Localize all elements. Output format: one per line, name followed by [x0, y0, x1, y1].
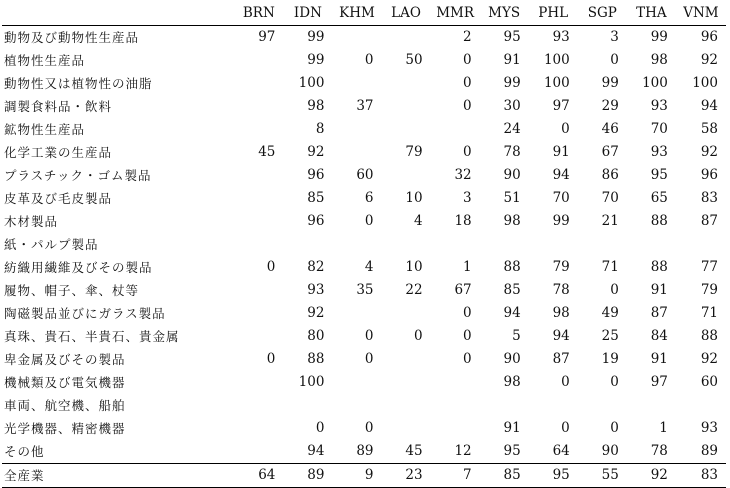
table-cell: 50 [405, 52, 423, 68]
table-cell [382, 72, 431, 95]
table-cell: 91 [650, 351, 668, 367]
table-cell: 83 [700, 190, 718, 206]
table-cell: 0 [463, 351, 472, 367]
table-cell: 24 [503, 121, 521, 137]
row-label: プラスチック・ゴム製品 [4, 168, 152, 183]
table-cell [332, 72, 381, 95]
table-cell [332, 141, 381, 164]
table-cell: 64 [234, 464, 283, 488]
table-cell: 88 [650, 213, 668, 229]
table-cell [234, 95, 283, 118]
table-cell [382, 26, 431, 50]
table-cell: 0 [413, 328, 423, 344]
row-label: 鉱物性生産品 [4, 122, 86, 137]
table-cell: 2 [463, 29, 472, 45]
table-cell [234, 164, 283, 187]
table-cell: 92 [700, 52, 718, 68]
table-cell: 93 [650, 144, 668, 160]
table-cell: 87 [552, 351, 570, 367]
table-cell [234, 187, 283, 210]
table-cell: 9 [332, 464, 381, 488]
table-cell: 70 [650, 121, 668, 137]
table-cell [234, 72, 283, 95]
table-cell: 0 [266, 351, 276, 367]
table-cell: 0 [561, 374, 570, 390]
column-header: MYS [480, 2, 529, 26]
table-cell: 70 [552, 190, 570, 206]
table-cell: 92 [307, 144, 325, 160]
table-cell: 12 [454, 443, 472, 459]
table-cell: 98 [552, 305, 570, 321]
table-cell: 19 [601, 351, 619, 367]
table-cell: 98 [307, 98, 325, 114]
table-cell: 91 [503, 52, 521, 68]
table-cell: 86 [601, 167, 619, 183]
table-cell: 45 [258, 144, 276, 160]
table-cell: 100 [543, 75, 570, 91]
table-cell [382, 118, 431, 141]
table-cell: 93 [650, 98, 668, 114]
column-header: SGP [578, 2, 627, 26]
table-cell: 99 [307, 29, 325, 45]
table-row [2, 348, 726, 371]
table-cell [529, 394, 578, 417]
table-cell [283, 394, 332, 417]
table-cell: 99 [307, 52, 325, 68]
column-header: MMR [431, 2, 480, 26]
table-cell: 78 [552, 282, 570, 298]
table-cell: 37 [356, 98, 374, 114]
table-cell [431, 394, 480, 417]
table-row [2, 279, 726, 302]
row-label: 車両、航空機、船舶 [4, 398, 126, 413]
table-cell [332, 26, 381, 50]
table-cell: 51 [503, 190, 521, 206]
table-cell: 78 [503, 144, 521, 160]
table-cell: 0 [610, 282, 619, 298]
table-cell: 100 [642, 75, 668, 91]
data-table [2, 2, 726, 488]
table-cell [234, 210, 283, 233]
row-label: 光学機器、精密機器 [4, 421, 126, 436]
table-cell: 58 [700, 121, 718, 137]
table-cell: 70 [601, 190, 619, 206]
table-row [2, 371, 726, 394]
table-cell: 71 [700, 305, 718, 321]
column-header: VNM [676, 2, 726, 26]
table-cell: 88 [700, 328, 718, 344]
table-cell [234, 233, 283, 256]
table-row [2, 440, 726, 464]
column-header: LAO [382, 2, 431, 26]
table-cell: 0 [561, 121, 570, 137]
table-cell: 18 [454, 213, 472, 229]
row-label: 動物性又は植物性の油脂 [4, 76, 153, 91]
table-cell [234, 440, 283, 464]
table-cell [627, 394, 676, 417]
row-label: 動物及び動物性生産品 [4, 30, 140, 45]
table-cell: 92 [700, 144, 718, 160]
table-cell: 0 [463, 328, 472, 344]
table-cell: 88 [503, 259, 521, 275]
table-row [2, 164, 726, 187]
table-cell: 95 [503, 29, 521, 45]
row-label: 全産業 [2, 464, 234, 488]
table-cell: 0 [561, 420, 570, 436]
table-cell: 0 [364, 213, 374, 229]
table-cell [234, 371, 283, 394]
table-cell: 85 [503, 282, 521, 298]
row-label: 調製食料品・飲料 [4, 99, 113, 114]
table-row [2, 26, 726, 50]
table-cell: 88 [307, 351, 325, 367]
table-cell: 0 [266, 259, 276, 275]
table-cell: 0 [610, 374, 619, 390]
table-row [2, 187, 726, 210]
table-cell: 90 [503, 351, 521, 367]
corner-cell [2, 2, 234, 26]
table-cell: 96 [307, 213, 325, 229]
table-cell: 46 [601, 121, 619, 137]
table-cell: 95 [650, 167, 668, 183]
table-cell [431, 371, 480, 394]
table-cell: 99 [650, 29, 668, 45]
table-cell: 100 [298, 374, 325, 390]
table-cell: 10 [405, 259, 423, 275]
table-cell: 32 [454, 167, 472, 183]
table-cell [332, 118, 381, 141]
table-cell [234, 394, 283, 417]
table-cell: 79 [552, 259, 570, 275]
table-cell: 99 [552, 213, 570, 229]
table-cell [578, 233, 627, 256]
table-cell: 1 [463, 259, 472, 275]
table-cell: 85 [480, 464, 529, 488]
table-row [2, 210, 726, 233]
table-cell: 97 [258, 29, 276, 45]
table-cell: 60 [700, 374, 718, 390]
table-cell: 0 [364, 52, 374, 68]
table-cell: 35 [356, 282, 374, 298]
table-cell: 22 [405, 282, 423, 298]
table-cell: 79 [700, 282, 718, 298]
header-row [2, 2, 726, 26]
table-cell: 67 [601, 144, 619, 160]
table-cell: 96 [700, 167, 718, 183]
table-cell: 98 [503, 374, 521, 390]
table-cell: 87 [650, 305, 668, 321]
table-cell: 65 [650, 190, 668, 206]
table-cell [382, 233, 431, 256]
table-cell: 0 [364, 351, 374, 367]
table-row [2, 233, 726, 256]
table-row [2, 72, 726, 95]
table-row [2, 394, 726, 417]
table-cell: 96 [700, 29, 718, 45]
table-cell [283, 233, 332, 256]
row-label: 紡織用繊維及びその製品 [4, 260, 153, 275]
table-cell: 67 [454, 282, 472, 298]
row-label: その他 [4, 444, 45, 459]
table-cell: 77 [700, 259, 718, 275]
table-cell: 0 [364, 420, 374, 436]
table-cell: 45 [405, 443, 423, 459]
table-cell: 94 [552, 167, 570, 183]
table-cell: 5 [512, 328, 521, 344]
table-cell [382, 371, 431, 394]
table-row [2, 302, 726, 325]
table-cell: 84 [650, 328, 668, 344]
table-cell: 87 [700, 213, 718, 229]
table-cell: 94 [552, 328, 570, 344]
table-cell: 79 [405, 144, 423, 160]
table-cell: 92 [307, 305, 325, 321]
table-row [2, 141, 726, 164]
row-label: 化学工業の生産品 [4, 145, 113, 160]
table-cell: 8 [315, 121, 325, 137]
table-cell: 89 [283, 464, 332, 488]
table-cell: 55 [578, 464, 627, 488]
table-cell: 64 [552, 443, 570, 459]
table-cell: 21 [601, 213, 619, 229]
table-cell [234, 49, 283, 72]
table-cell: 85 [307, 190, 325, 206]
row-label: 皮革及び毛皮製品 [4, 191, 113, 206]
table-cell [382, 394, 431, 417]
table-cell: 94 [700, 98, 718, 114]
table-cell: 49 [601, 305, 619, 321]
table-cell: 97 [552, 98, 570, 114]
table-cell [382, 95, 431, 118]
row-label: 陶磁製品並びにガラス製品 [4, 306, 166, 321]
table-cell [332, 371, 381, 394]
table-cell [234, 302, 283, 325]
table-cell: 29 [601, 98, 619, 114]
table-cell [332, 302, 381, 325]
table-cell: 100 [692, 75, 718, 91]
table-cell [382, 348, 431, 371]
row-label: 卑金属及びその製品 [4, 352, 126, 367]
table-cell [676, 233, 726, 256]
table-row [2, 95, 726, 118]
table-cell: 3 [610, 29, 619, 45]
total-row [2, 464, 726, 488]
table-cell: 25 [601, 328, 619, 344]
table-cell [578, 394, 627, 417]
column-header: PHL [529, 2, 578, 26]
table-cell: 92 [700, 351, 718, 367]
table-cell [234, 279, 283, 302]
table-cell: 83 [676, 464, 726, 488]
table-cell: 92 [627, 464, 676, 488]
table-cell: 90 [601, 443, 619, 459]
table-cell: 89 [700, 443, 718, 459]
table-cell: 0 [315, 420, 325, 436]
table-cell: 82 [307, 259, 325, 275]
table-row [2, 118, 726, 141]
table-cell: 4 [413, 213, 423, 229]
column-header: BRN [234, 2, 283, 26]
row-label: 機械類及び電気機器 [4, 375, 126, 390]
table-cell: 0 [364, 328, 374, 344]
table-cell: 89 [356, 443, 374, 459]
row-label: 真珠、貴石、半貴石、貴金属 [4, 329, 180, 344]
table-cell [332, 233, 381, 256]
table-row [2, 256, 726, 279]
table-cell: 93 [552, 29, 570, 45]
row-label: 履物、帽子、傘、杖等 [4, 283, 140, 298]
table-cell: 1 [659, 420, 668, 436]
table-cell: 98 [650, 52, 668, 68]
table-cell [382, 417, 431, 440]
table-cell: 93 [700, 420, 718, 436]
table-cell [627, 233, 676, 256]
table-cell: 0 [463, 144, 472, 160]
table-cell [480, 233, 529, 256]
table-cell: 60 [356, 167, 374, 183]
table-cell: 0 [610, 52, 619, 68]
table-cell [529, 233, 578, 256]
table-cell [480, 394, 529, 417]
table-cell: 95 [503, 443, 521, 459]
table-cell: 78 [650, 443, 668, 459]
table-row [2, 49, 726, 72]
table-cell: 90 [503, 167, 521, 183]
table-cell: 88 [650, 259, 668, 275]
table-cell: 95 [529, 464, 578, 488]
table-cell: 0 [610, 420, 619, 436]
column-header: IDN [283, 2, 332, 26]
table-cell: 93 [307, 282, 325, 298]
table-cell: 100 [543, 52, 570, 68]
column-header: THA [627, 2, 676, 26]
table-cell [382, 302, 431, 325]
column-header: KHM [332, 2, 381, 26]
table-cell: 10 [405, 190, 423, 206]
table-cell: 23 [382, 464, 431, 488]
table-cell: 71 [601, 259, 619, 275]
row-label: 紙・パルプ製品 [4, 237, 99, 252]
row-label: 植物性生産品 [4, 53, 86, 68]
table-cell: 98 [503, 213, 521, 229]
table-cell [431, 233, 480, 256]
table-cell [234, 118, 283, 141]
table-cell: 97 [650, 374, 668, 390]
table-cell: 91 [552, 144, 570, 160]
table-cell [676, 394, 726, 417]
table-cell: 96 [307, 167, 325, 183]
table-body [2, 26, 726, 488]
table-cell: 0 [463, 52, 472, 68]
table-cell: 91 [503, 420, 521, 436]
table-cell: 4 [364, 259, 374, 275]
table-cell: 30 [503, 98, 521, 114]
table-cell: 6 [364, 190, 374, 206]
table-cell: 0 [463, 75, 472, 91]
table-cell: 94 [503, 305, 521, 321]
table-cell: 99 [503, 75, 521, 91]
table-cell: 80 [307, 328, 325, 344]
table-cell: 0 [463, 305, 472, 321]
table-cell [332, 394, 381, 417]
table-cell: 100 [298, 75, 325, 91]
table-cell: 94 [307, 443, 325, 459]
table-cell [234, 325, 283, 348]
table-cell: 91 [650, 282, 668, 298]
table-cell: 99 [601, 75, 619, 91]
table-cell [382, 164, 431, 187]
table-cell [431, 118, 480, 141]
table-cell [431, 417, 480, 440]
table-cell [234, 417, 283, 440]
table-cell: 3 [463, 190, 472, 206]
table-cell: 0 [463, 98, 472, 114]
table-cell: 7 [431, 464, 480, 488]
table-row [2, 417, 726, 440]
row-label: 木材製品 [4, 214, 59, 229]
table-row [2, 325, 726, 348]
